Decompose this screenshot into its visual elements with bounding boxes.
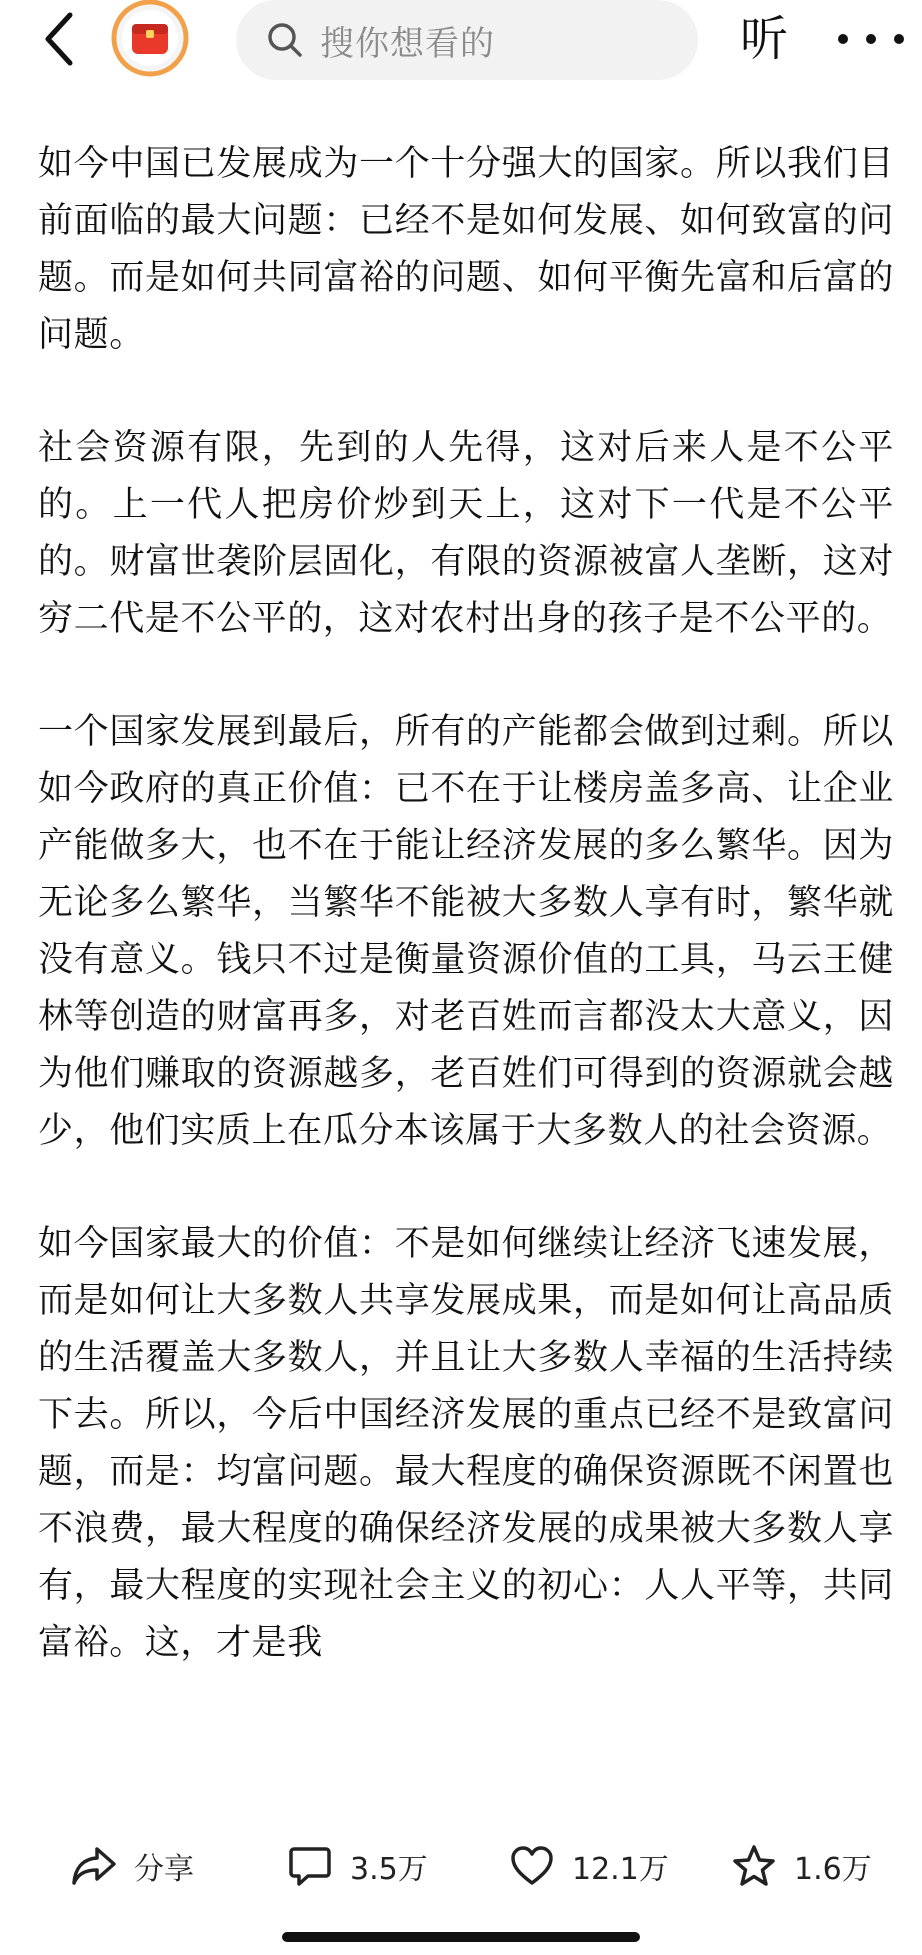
search-bar[interactable] bbox=[236, 0, 698, 80]
comment-icon bbox=[286, 1842, 334, 1890]
article-paragraph: 如今国家最大的价值：不是如何继续让经济飞速发展，而是如何让大多数人共享发展成果，而是如何让高品质的生活覆盖大多数人，并且让大多数人幸福的生活持续下去。所以，今后中国经济发展的重点已经不是致富问题，而是：均富问题。最大程度的确保资源既不闲置也不浪费，最大程度的确保经济发展的成果被大多数人享有，最大程度的实现社会主义的初心：人人平等，共同富裕。这，才是我 bbox=[38, 1224, 894, 1663]
chevron-left-icon bbox=[40, 11, 80, 67]
app-logo[interactable] bbox=[108, 0, 192, 80]
home-indicator[interactable] bbox=[282, 1932, 640, 1942]
like-count: 12.1万 bbox=[572, 1852, 669, 1887]
search-icon bbox=[266, 20, 306, 60]
search-placeholder: 搜你想看的 bbox=[320, 23, 495, 64]
comment-button[interactable] bbox=[286, 1826, 428, 1906]
favorite-count: 1.6万 bbox=[794, 1852, 872, 1887]
article-paragraph: 社会资源有限，先到的人先得，这对后来人是不公平的。上一代人把房价炒到天上，这对下一代是不公平的。财富世袭阶层固化，有限的资源被富人垄断，这对穷二代是不公平的，这对农村出身的孩子是不公平的。 bbox=[38, 428, 894, 639]
action-bar bbox=[0, 1826, 922, 1906]
share-icon bbox=[70, 1842, 118, 1890]
more-dots-icon bbox=[831, 32, 911, 46]
article-paragraph: 如今中国已发展成为一个十分强大的国家。所以我们目前面临的最大问题：已经不是如何发展、如何致富的问题。而是如何共同富裕的问题、如何平衡先富和后富的问题。 bbox=[38, 144, 894, 355]
listen-button[interactable]: 听 bbox=[740, 11, 789, 67]
article-paragraph: 一个国家发展到最后，所有的产能都会做到过剩。所以如今政府的真正价值：已不在于让楼房盖多高、让企业产能做多大，也不在于能让经济发展的多么繁华。因为无论多么繁华，当繁华不能被大多数人享有时，繁华就没有意义。钱只不过是衡量资源价值的工具，马云王健林等创造的财富再多，对老百姓而言都没太大意义，因为他们赚取的资源越多，老百姓们可得到的资源就会越少，他们实质上在瓜分本该属于大多数人的社会资源。 bbox=[38, 712, 894, 1151]
back-button[interactable] bbox=[30, 6, 90, 72]
more-button[interactable] bbox=[828, 14, 914, 64]
top-bar bbox=[0, 0, 922, 90]
app-logo-icon bbox=[108, 0, 192, 80]
star-icon bbox=[730, 1842, 778, 1890]
share-label: 分享 bbox=[134, 1852, 194, 1887]
favorite-button[interactable] bbox=[730, 1826, 872, 1906]
share-button[interactable] bbox=[70, 1826, 194, 1906]
article-body bbox=[38, 136, 894, 1776]
comment-count: 3.5万 bbox=[350, 1852, 428, 1887]
heart-icon bbox=[508, 1842, 556, 1890]
like-button[interactable] bbox=[508, 1826, 669, 1906]
